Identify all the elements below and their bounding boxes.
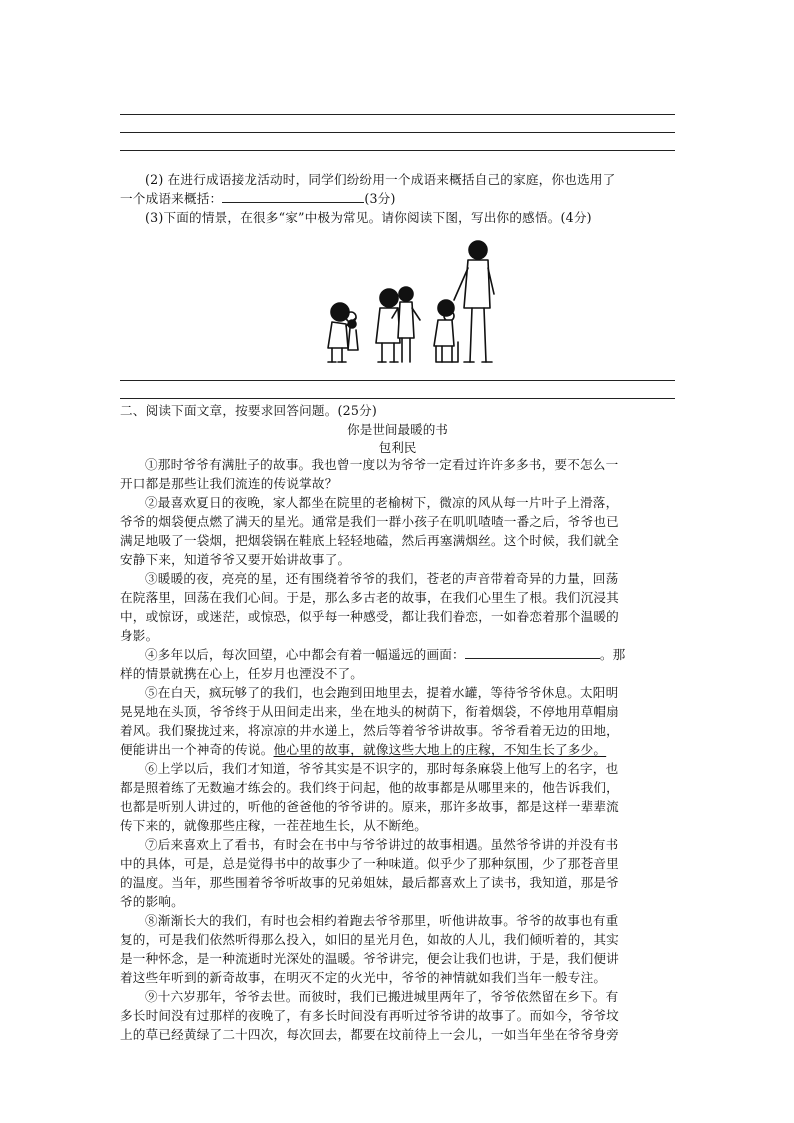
article-line: ①那时爷爷有满肚子的故事。我也曾一度以为爷爷一定看过许许多多书，要不怎么一 bbox=[145, 457, 619, 472]
answer-line bbox=[120, 380, 675, 381]
article-line: 晃晃地在头顶，爷爷终于从田间走出来，坐在地头的树荫下，衔着烟袋，不停地用草帽扇 bbox=[120, 704, 619, 719]
question-2-prompt: 一个成语来概括： bbox=[120, 191, 223, 206]
article-line: ⑤在白天，疯玩够了的我们，也会跑到田地里去，提着水罐，等待爷爷休息。太阳明 bbox=[145, 685, 619, 700]
answer-line bbox=[120, 398, 675, 399]
article-line: 的温度。当年，那些围着爷爷听故事的兄弟姐妹，最后都喜欢上了读书，我知道，那是爷 bbox=[120, 875, 619, 890]
article-line bbox=[120, 740, 680, 759]
family-care-illustration bbox=[318, 238, 508, 368]
article-line: ⑨十六岁那年，爷爷去世。而彼时，我们已搬进城里两年了，爷爷依然留在乡下。有 bbox=[145, 989, 619, 1004]
article-line: ⑥上学以后，我们才知道，爷爷其实是不识字的，那时每条麻袋上他写上的名字，也 bbox=[145, 761, 619, 776]
answer-line bbox=[120, 114, 675, 115]
article-line: 复的，可是我们依然听得那么投入，如旧的星光月色，如故的人儿，我们倾听着的，其实 bbox=[120, 932, 619, 947]
article-line: ②最喜欢夏日的夜晚，家人都坐在院里的老榆树下，微凉的风从每一片叶子上滑落， bbox=[145, 495, 619, 510]
article-line: 都是照着练了无数遍才练会的。我们终于问起，他的故事都是从哪里来的，他告诉我们， bbox=[120, 780, 619, 795]
underlined-sentence: 他心里的故事，就像这些大地上的庄稼，不知生长了多少。 bbox=[273, 742, 607, 757]
article-line: 上的草已经黄绿了二十四次，每次回去，都要在坟前待上一会儿，一如当年坐在爷爷身旁 bbox=[120, 1027, 619, 1042]
answer-blank[interactable] bbox=[222, 190, 364, 203]
article-line-text: ④多年以后，每次回望，心中都会有着一幅遥远的画面： bbox=[145, 647, 465, 662]
article-line: 安静下来，知道爷爷又要开始讲故事了。 bbox=[120, 552, 351, 567]
question-2-line-1: (2) 在进行成语接龙活动时，同学们纷纷用一个成语来概括自己的家庭，你也选用了 bbox=[145, 172, 616, 187]
article-line: 也都是听别人讲过的，听他的爸爸他的爷爷讲的。原来，那许多故事，都是这样一辈辈流 bbox=[120, 799, 619, 814]
article-line: 中的具体，可是，总是觉得书中的故事少了一种味道。似乎少了那种氛围，少了那苍音里 bbox=[120, 856, 619, 871]
article-line: 爷爷的烟袋便点燃了满天的星光。通常是我们一群小孩子在叽叽喳喳一番之后，爷爷也已 bbox=[120, 514, 619, 529]
article-line: ⑦后来喜欢上了看书，有时会在书中与爷爷讲过的故事相遇。虽然爷爷讲的并没有书 bbox=[145, 837, 619, 852]
article-line: 传下来的，就像那些庄稼，一茬茬地生长，从不断绝。 bbox=[120, 818, 428, 833]
answer-line bbox=[120, 150, 675, 151]
article-line: 样的情景就携在心上，任岁月也湮没不了。 bbox=[120, 666, 364, 681]
answer-line bbox=[120, 132, 675, 133]
article-title: 你是世间最暖的书 bbox=[347, 422, 448, 437]
article-line bbox=[120, 645, 680, 664]
article-line: 多长时间没有过那样的夜晚了，有多长时间没有再听过爷爷讲的故事了。而如今，爷爷坟 bbox=[120, 1008, 619, 1023]
article-line: ⑧渐渐长大的我们，有时也会相约着跑去爷爷那里，听他讲故事。爷爷的故事也有重 bbox=[145, 913, 619, 928]
article-author: 包利民 bbox=[378, 440, 417, 455]
question-3-line: (3)下面的情景，在很多“家”中极为常见。请你阅读下图，写出你的感悟。(4分) bbox=[145, 210, 592, 225]
article-line: 爷的影响。 bbox=[120, 894, 184, 909]
section-heading: 二、阅读下面文章，按要求回答问题。(25分) bbox=[120, 403, 377, 418]
article-line: 身影。 bbox=[120, 628, 159, 643]
article-line: 满足地吸了一袋烟，把烟袋锅在鞋底上轻轻地磕，然后再塞满烟丝。这个时候，我们就全 bbox=[120, 533, 619, 548]
article-line: 着风。我们聚拢过来，将凉凉的井水递上，然后等着爷爷讲故事。爷爷看着无边的田地， bbox=[120, 723, 619, 738]
article-line: 中，或惊讶，或迷茫，或惊恐，似乎每一种感受，都让我们眷恋，一如眷恋着那个温暖的 bbox=[120, 609, 619, 624]
article-line-text: 。那 bbox=[599, 647, 626, 662]
article-line: 是一种怀念，是一种流逝时光深处的温暖。爷爷讲完，便会让我们也讲，于是，我们便讲 bbox=[120, 951, 619, 966]
article-line-text: 便能讲出一个神奇的传说。 bbox=[120, 742, 274, 757]
question-2-score: (3分) bbox=[364, 191, 396, 206]
article-line: 在院落里，回荡在我们心间。于是，那么多古老的故事，在我们心里生了根。我们沉浸其 bbox=[120, 590, 619, 605]
article-line: 开口都是那些让我们流连的传说掌故？ bbox=[120, 476, 338, 491]
question-2-line-2 bbox=[120, 189, 680, 208]
article-line: 着这些年听到的新奇故事，在明灭不定的火光中，爷爷的神情就如我们当年一般专注。 bbox=[120, 970, 607, 985]
answer-blank[interactable] bbox=[465, 646, 600, 659]
article-line: ③暖暖的夜，亮亮的星，还有围绕着爷爷的我们，苍老的声音带着奇异的力量，回荡 bbox=[145, 571, 619, 586]
